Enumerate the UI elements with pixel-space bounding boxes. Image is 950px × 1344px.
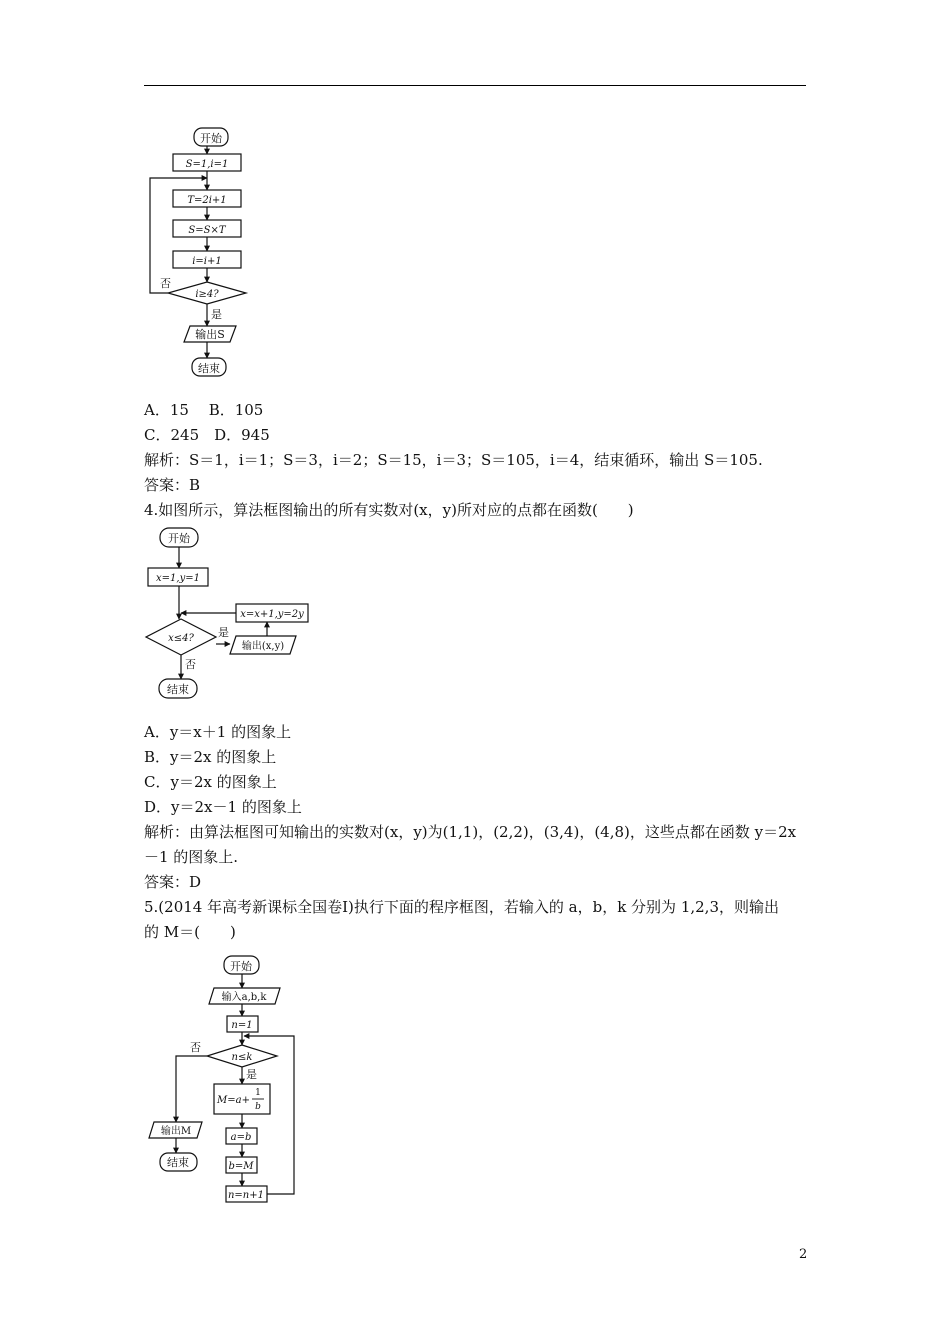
q4-answer: 答案：D xyxy=(144,873,202,891)
fc3-input: 输入a,b,k xyxy=(221,992,267,1003)
fc2-init: x=1,y=1 xyxy=(156,573,200,584)
fc2-output: 输出(x,y) xyxy=(241,641,285,652)
flowchart-3 xyxy=(140,950,310,1208)
fc2-end: 结束 xyxy=(167,683,189,696)
q5-stem-line2: 的 M＝( ) xyxy=(144,923,236,941)
q4-option-b: B．y＝2x 的图象上 xyxy=(144,748,277,766)
fc3-start: 开始 xyxy=(230,960,252,973)
fc3-end: 结束 xyxy=(167,1156,189,1169)
fc1-step-s: S=S×T xyxy=(188,225,226,236)
fc1-no-label: 否 xyxy=(160,277,171,290)
flowchart-1 xyxy=(140,120,270,385)
fc3-init: n=1 xyxy=(231,1020,253,1031)
q4-analysis-line1: 解析：由算法框图可知输出的实数对(x，y)为(1,1)，(2,2)，(3,4)，(4,8)，这些点都在函数 y＝2x xyxy=(144,823,797,841)
q3-options-line1: A．15 B．105 xyxy=(144,401,264,419)
q4-option-a: A．y＝x＋1 的图象上 xyxy=(144,723,292,741)
fc2-no-label: 否 xyxy=(185,658,196,671)
fc1-cond: i≥4? xyxy=(195,289,219,300)
fc1-yes-label: 是 xyxy=(211,308,222,321)
fc3-frac-num: 1 xyxy=(255,1088,261,1098)
q3-options-line2: C．245 D．945 xyxy=(144,426,270,444)
fc3-assign-b: b=M xyxy=(228,1161,254,1172)
fc1-step-t: T=2i+1 xyxy=(187,195,227,206)
fc1-start: 开始 xyxy=(200,132,222,145)
flowchart-2 xyxy=(140,522,320,707)
fc1-init: S=1,i=1 xyxy=(185,159,229,170)
q4-stem: 4.如图所示，算法框图输出的所有实数对(x，y)所对应的点都在函数( ) xyxy=(144,501,634,519)
fc3-assign-a: a=b xyxy=(230,1132,252,1143)
fc3-assign-m: M=a+ xyxy=(217,1095,250,1106)
fc3-cond: n≤k xyxy=(231,1052,253,1063)
fc1-end: 结束 xyxy=(198,362,220,375)
q3-analysis: 解析：S＝1，i＝1；S＝3，i＝2；S＝15，i＝3；S＝105，i＝4，结束循环，输出 S＝105. xyxy=(144,451,763,469)
fc1-output: 输出S xyxy=(195,328,225,341)
fc1-step-i: i=i+1 xyxy=(192,256,222,267)
fc2-yes-label: 是 xyxy=(218,626,229,639)
fc3-frac-den: b xyxy=(255,1102,261,1112)
fc2-start: 开始 xyxy=(168,532,190,545)
fc3-yes-label: 是 xyxy=(246,1068,257,1081)
q3-answer: 答案：B xyxy=(144,476,201,494)
header-rule xyxy=(144,85,806,86)
fc3-output: 输出M xyxy=(160,1126,192,1137)
q4-option-d: D．y＝2x－1 的图象上 xyxy=(144,798,302,816)
q5-stem-line1: 5.(2014 年高考新课标全国卷Ⅰ)执行下面的程序框图，若输入的 a，b，k 分别为 1,2,3，则输出 xyxy=(144,898,779,916)
q4-option-c: C．y＝2x 的图象上 xyxy=(144,773,277,791)
fc2-update: x=x+1,y=2y xyxy=(240,609,304,620)
fc3-no-label: 否 xyxy=(190,1041,201,1054)
page-number: 2 xyxy=(799,1247,808,1262)
fc3-incr: n=n+1 xyxy=(227,1190,265,1201)
fc2-cond: x≤4? xyxy=(168,633,194,644)
q4-analysis-line2: －1 的图象上. xyxy=(144,848,239,866)
